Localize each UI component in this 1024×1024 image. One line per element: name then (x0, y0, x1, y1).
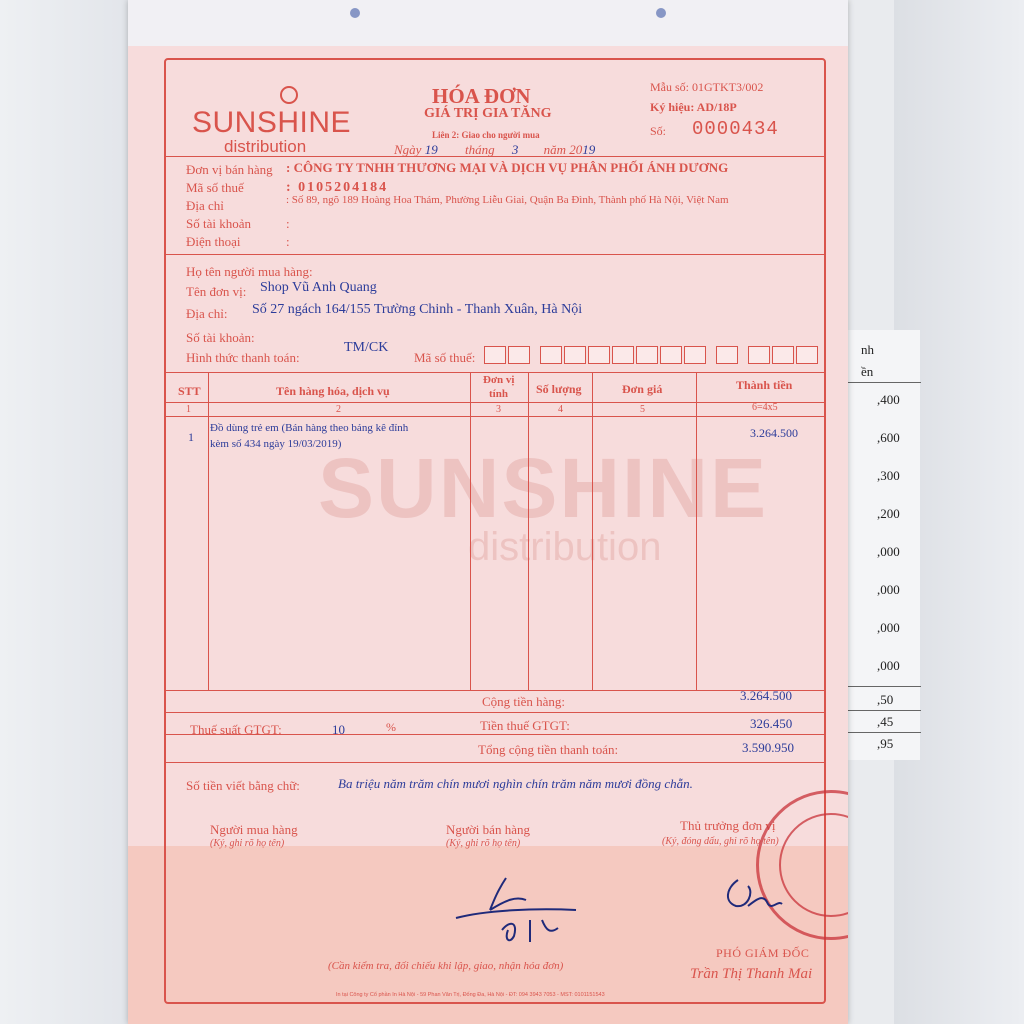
totals-divider (164, 712, 826, 713)
tax-digit-box (716, 346, 738, 364)
seller-account-label: Số tài khoản (186, 216, 251, 231)
amount-in-words-label: Số tiền viết bằng chữ: (186, 778, 300, 793)
invoice-symbol: Ký hiệu: AD/18P (650, 100, 737, 114)
buyer-unit: Shop Vũ Anh Quang (260, 280, 377, 295)
tax-digit-box (660, 346, 682, 364)
row-stt: 1 (188, 430, 194, 444)
vat-percent: % (386, 720, 396, 734)
column-index: 5 (640, 404, 645, 415)
form-number: Mẫu số: 01GTKT3/002 (650, 80, 764, 94)
date-year-label: năm (543, 142, 566, 157)
column-index: 3 (496, 404, 501, 415)
column-index: 6=4x5 (752, 402, 778, 413)
column-index: 2 (336, 404, 341, 415)
date-month-label: tháng (464, 142, 495, 157)
vat-amount: 326.450 (750, 716, 793, 731)
buyer-unit-label: Tên đơn vị: (186, 284, 247, 299)
seller-address: : Số 89, ngõ 189 Hoàng Hoa Thám, Phường Liễu Giai, Quận Ba Đình, Thành phố Hà Nội, Việt Nam (286, 194, 729, 206)
tax-digit-box (636, 346, 658, 364)
table-header-border (164, 402, 826, 403)
underlying-value: ,000 (877, 582, 900, 597)
seller-tax-label: Mã số thuế (186, 180, 244, 195)
table-top-border (164, 372, 826, 373)
underlying-header-2: ền (861, 364, 874, 379)
underlying-value: ,000 (877, 658, 900, 673)
underlying-value: ,45 (877, 714, 894, 729)
tax-digit-box (540, 346, 562, 364)
underlying-rule (841, 710, 921, 711)
buyer-address: Số 27 ngách 164/155 Trường Chinh - Thanh Xuân, Hà Nội (252, 302, 583, 317)
date-year-prefix: 20 (569, 142, 583, 157)
deputy-director-name: Trần Thị Thanh Mai (690, 966, 813, 982)
underlying-value: ,600 (877, 430, 900, 445)
column-index: 4 (558, 404, 563, 415)
underlying-sheet (840, 330, 920, 760)
tax-digit-box (588, 346, 610, 364)
deputy-director-title: PHÓ GIÁM ĐỐC (716, 946, 810, 960)
totals-divider (164, 734, 826, 735)
column-header-stt: STT (178, 384, 201, 398)
tax-digit-box (748, 346, 770, 364)
table-column-divider (528, 372, 529, 690)
subtotal-value: 3.264.500 (740, 688, 792, 703)
company-seal-inner-ring (779, 813, 848, 917)
underlying-value: ,300 (877, 468, 900, 483)
column-header-unit-price: Đơn giá (622, 382, 663, 396)
buyer-signature-hint: (Ký, ghi rõ họ tên) (210, 838, 285, 849)
head-signature-title: Thủ trưởng đơn vị (680, 818, 776, 833)
totals-divider (164, 762, 826, 763)
seller-phone-label: Điện thoại (186, 234, 241, 249)
seller-tax-code: : 0105204184 (286, 180, 389, 195)
payment-method-label: Hình thức thanh toán: (186, 350, 300, 365)
invoice-number: 0000434 (692, 118, 779, 140)
row-item-name: Đồ dùng trẻ em (Bán hàng theo bảng kê đính (210, 422, 409, 434)
grand-total: 3.590.950 (742, 740, 794, 755)
amount-in-words: Ba triệu năm trăm chín mươi nghìn chín trăm năm mươi đồng chẵn. (338, 776, 693, 791)
seller-address-label: Địa chỉ (186, 198, 224, 213)
buyer-tax-code-boxes (484, 346, 818, 364)
payment-method: TM/CK (344, 340, 389, 355)
grand-total-label: Tổng cộng tiền thanh toán: (478, 742, 619, 757)
table-bottom-border (164, 690, 826, 691)
subtotal-label: Cộng tiền hàng: (482, 694, 566, 709)
underlying-rule (841, 732, 921, 733)
invoice-title: HÓA ĐƠN (432, 84, 531, 108)
table-index-border (164, 416, 826, 417)
sun-logo-icon (280, 86, 298, 104)
company-logo: SUNSHINE (192, 106, 352, 139)
printer-footer-note: In tại Công ty Cổ phần In Hà Nội - 59 Phan Văn Trị, Đống Đa, Hà Nội - ĐT: 094 3943 7053 - MST: 0101151543 (336, 992, 605, 998)
vat-rate: 10 (332, 722, 345, 737)
paper-top-strip (128, 0, 848, 46)
company-logo-sub: distribution (224, 137, 307, 156)
section-divider (164, 156, 826, 157)
seller-signature-hint: (Ký, ghi rõ họ tên) (446, 838, 521, 849)
vat-rate-label: Thuế suất GTGT: (190, 722, 282, 737)
buyer-signature-title: Người mua hàng (210, 822, 298, 837)
underlying-value: ,200 (877, 506, 900, 521)
invoice-paper (128, 0, 848, 1024)
seller-phone: : (286, 234, 290, 249)
buyer-tax-label: Mã số thuế: (414, 350, 476, 365)
table-column-divider (696, 372, 697, 690)
tax-digit-box (508, 346, 530, 364)
head-signature-hint: (Ký, đóng dấu, ghi rõ họ tên) (662, 836, 779, 847)
table-column-divider (208, 372, 209, 690)
copy-label: Liên 2: Giao cho người mua (432, 130, 540, 140)
invoice-number-label: Số: (650, 124, 667, 138)
column-header-unit: Đơn vị (483, 374, 515, 386)
seller-account: : (286, 216, 290, 231)
column-header-unit-line-2: tính (489, 388, 508, 400)
tax-digit-box (772, 346, 794, 364)
invoice-subtitle: GIÁ TRỊ GIA TĂNG (424, 106, 552, 121)
vat-amount-label: Tiền thuế GTGT: (480, 718, 570, 733)
binding-hole-icon (656, 8, 666, 18)
tax-digit-box (484, 346, 506, 364)
underlying-value: ,400 (877, 392, 900, 407)
underlying-value: ,50 (877, 692, 894, 707)
table-column-divider (470, 372, 471, 690)
seller-name-label: Đơn vị bán hàng (186, 162, 273, 177)
row-item-name-line-2: kèm số 434 ngày 19/03/2019) (210, 438, 342, 450)
date-day-label: Ngày (394, 142, 422, 157)
date-year: 19 (582, 142, 596, 157)
column-header-amount: Thành tiền (736, 378, 793, 392)
column-index: 1 (186, 404, 191, 415)
seller-name: : CÔNG TY TNHH THƯƠNG MẠI VÀ DỊCH VỤ PHÂN PHỐI ÁNH DƯƠNG (286, 160, 729, 175)
column-header-quantity: Số lượng (536, 382, 582, 396)
underlying-value: ,95 (877, 736, 894, 751)
underlying-value: ,000 (877, 620, 900, 635)
row-amount: 3.264.500 (750, 426, 798, 440)
underlying-header-1: nh (861, 342, 874, 357)
check-note: (Cần kiểm tra, đối chiếu khi lập, giao, nhận hóa đơn) (328, 960, 564, 972)
watermark-logo-sub: distribution (468, 525, 662, 569)
date-month: 3 (511, 142, 519, 157)
section-divider (164, 254, 826, 255)
tax-digit-box (612, 346, 634, 364)
buyer-account-label: Số tài khoản: (186, 330, 255, 345)
date-day: 19 (424, 142, 438, 157)
director-handwritten-signature (718, 870, 788, 920)
tax-digit-box (684, 346, 706, 364)
underlying-rule (841, 382, 921, 383)
desk-surface-left (0, 0, 132, 1024)
column-header-name: Tên hàng hóa, dịch vụ (276, 384, 390, 398)
table-column-divider (592, 372, 593, 690)
binding-hole-icon (350, 8, 360, 18)
underlying-value: ,000 (877, 544, 900, 559)
seller-signature-title: Người bán hàng (446, 822, 530, 837)
tax-digit-box (796, 346, 818, 364)
buyer-address-label: Địa chỉ: (186, 306, 228, 321)
buyer-handwritten-signature (446, 870, 596, 950)
watermark-logo: SUNSHINE (318, 441, 769, 535)
buyer-person-label: Họ tên người mua hàng: (186, 264, 313, 279)
tax-digit-box (564, 346, 586, 364)
underlying-rule (841, 686, 921, 687)
